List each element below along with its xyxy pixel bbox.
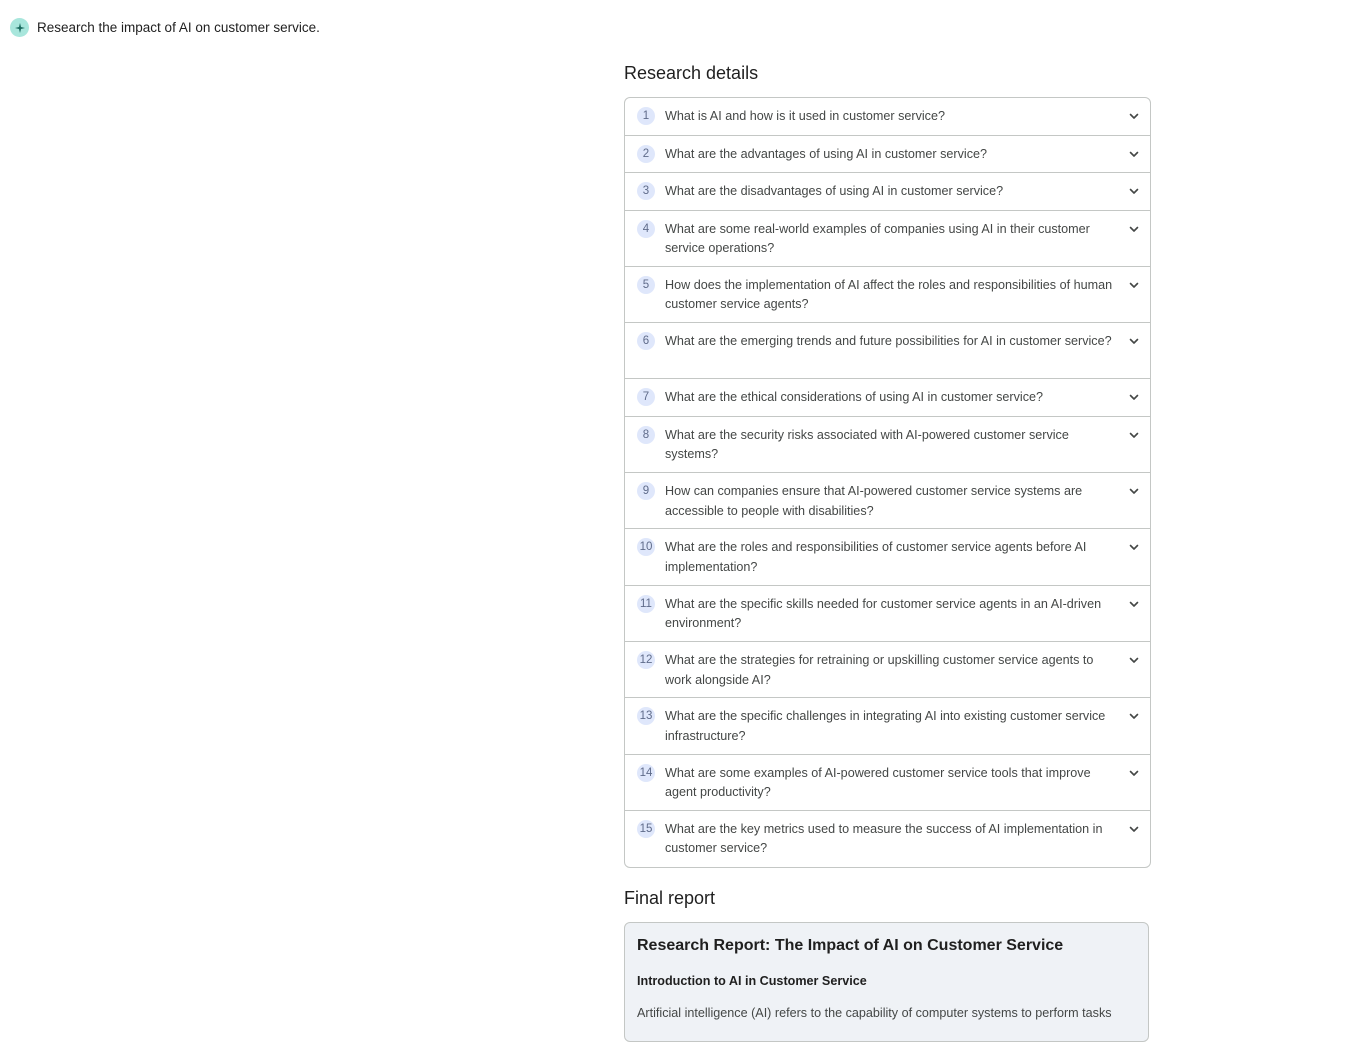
final-report-title: Final report xyxy=(624,888,716,908)
question-text: What are the roles and responsibilities of customer service agents before AI implementation? xyxy=(665,540,1087,574)
research-question-item[interactable] xyxy=(625,698,1150,754)
research-question-item[interactable] xyxy=(625,529,1150,585)
chevron-down-icon[interactable] xyxy=(1128,710,1140,722)
chevron-down-icon[interactable] xyxy=(1128,391,1140,403)
chevron-down-icon[interactable] xyxy=(1128,185,1140,197)
question-text: What are the specific skills needed for customer service agents in an AI-driven environment? xyxy=(665,596,1102,631)
question-text: What are the emerging trends and future possibilities for AI in customer service? xyxy=(665,334,1112,349)
question-number-badge: 14 xyxy=(637,764,655,782)
question-number-badge: 8 xyxy=(637,426,655,444)
chevron-down-icon[interactable] xyxy=(1128,335,1140,347)
question-number-badge: 3 xyxy=(637,182,655,200)
research-question-item[interactable] xyxy=(625,755,1150,811)
question-text: What are the ethical considerations of using AI in customer service? xyxy=(665,390,1044,405)
question-text: How does the implementation of AI affect the roles and responsibilities of human customer service agents? xyxy=(665,277,1113,312)
question-number-badge: 13 xyxy=(637,707,655,725)
chevron-down-icon[interactable] xyxy=(1128,279,1140,291)
research-question-item[interactable] xyxy=(625,379,1150,417)
question-text: What are some real-world examples of companies using AI in their customer service operations? xyxy=(665,221,1090,255)
question-number-badge: 12 xyxy=(637,651,655,669)
chevron-down-icon[interactable] xyxy=(1128,223,1140,235)
research-question-item[interactable] xyxy=(625,136,1150,174)
chevron-down-icon[interactable] xyxy=(1128,654,1140,666)
research-question-item[interactable] xyxy=(625,642,1150,698)
research-question-item[interactable] xyxy=(625,417,1150,473)
question-text: How can companies ensure that AI-powered customer service systems are accessible to people with disabilities? xyxy=(665,484,1083,518)
research-question-item[interactable] xyxy=(625,586,1150,642)
question-number-badge: 2 xyxy=(637,145,655,163)
question-text: What are the key metrics used to measure the success of AI implementation in customer service? xyxy=(665,821,1103,856)
research-question-item[interactable] xyxy=(625,473,1150,529)
question-number-badge: 11 xyxy=(637,595,655,613)
chevron-down-icon[interactable] xyxy=(1128,429,1140,441)
report-body-text: Artificial intelligence (AI) refers to the capability of computer systems to perform tasks xyxy=(637,1006,1112,1020)
question-number-badge: 1 xyxy=(637,107,655,125)
question-text: What are the security risks associated with AI-powered customer service systems? xyxy=(665,427,1069,462)
user-prompt xyxy=(10,18,320,37)
chevron-down-icon[interactable] xyxy=(1128,485,1140,497)
question-number-badge: 9 xyxy=(637,482,655,500)
research-question-item[interactable] xyxy=(625,98,1150,136)
question-number-badge: 4 xyxy=(637,220,655,238)
question-text: What are some examples of AI-powered customer service tools that improve agent productivity? xyxy=(665,765,1091,800)
final-report-card xyxy=(624,922,1149,1042)
question-text: What are the advantages of using AI in customer service? xyxy=(665,146,988,161)
research-questions-list xyxy=(624,97,1151,868)
question-text: What is AI and how is it used in customer service? xyxy=(665,109,945,123)
question-number-badge: 6 xyxy=(637,332,655,350)
chevron-down-icon[interactable] xyxy=(1128,148,1140,160)
research-question-item[interactable] xyxy=(625,173,1150,211)
question-text: What are the specific challenges in integrating AI into existing customer service infrastructure? xyxy=(665,709,1106,743)
chevron-down-icon[interactable] xyxy=(1128,598,1140,610)
research-question-item[interactable] xyxy=(625,211,1150,267)
research-details-title: Research details xyxy=(624,63,759,83)
report-subheading: Introduction to AI in Customer Service xyxy=(637,974,867,988)
report-heading: Research Report: The Impact of AI on Customer Service xyxy=(637,937,1064,954)
question-number-badge: 5 xyxy=(637,276,655,294)
question-text: What are the disadvantages of using AI in customer service? xyxy=(665,184,1004,198)
question-text: What are the strategies for retraining or upskilling customer service agents to work alongside AI? xyxy=(665,653,1094,687)
question-number-badge: 7 xyxy=(637,388,655,406)
spark-icon xyxy=(10,18,29,37)
research-question-item[interactable] xyxy=(625,811,1150,867)
question-number-badge: 10 xyxy=(637,538,655,556)
chevron-down-icon[interactable] xyxy=(1128,823,1140,835)
prompt-text: Research the impact of AI on customer service. xyxy=(37,20,320,35)
chevron-down-icon[interactable] xyxy=(1128,767,1140,779)
question-number-badge: 15 xyxy=(637,820,655,838)
research-question-item[interactable] xyxy=(625,323,1150,379)
chevron-down-icon[interactable] xyxy=(1128,110,1140,122)
research-question-item[interactable] xyxy=(625,267,1150,323)
chevron-down-icon[interactable] xyxy=(1128,541,1140,553)
